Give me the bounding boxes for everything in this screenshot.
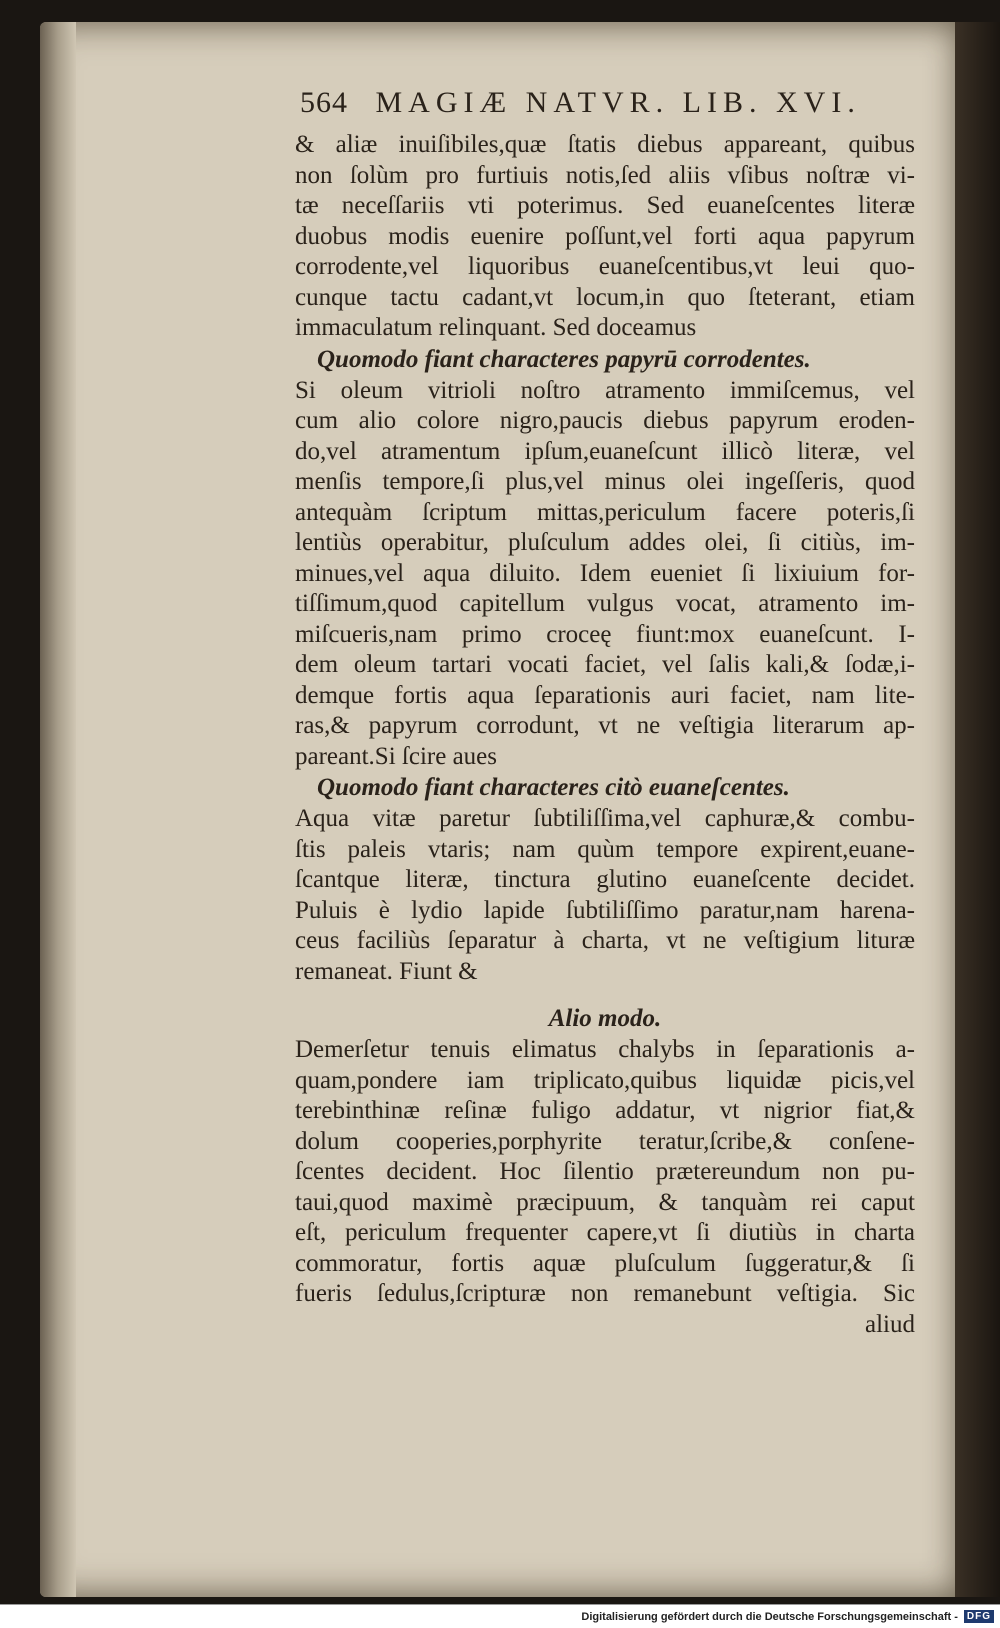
section-heading-1: Quomodo fiant characteres papyrū corrodentes. [317,345,811,373]
dfg-logo-icon: DFG [964,1610,994,1623]
text-line: fueris ſedulus,ſcripturæ non remanebunt veſtigia. Sic [295,1280,915,1307]
text-line: antequàm ſcriptum mittas,periculum facere poteris,ſi [295,498,915,526]
text-line: quam,pondere iam triplicato,quibus liquidæ picis,vel [295,1066,915,1094]
text-line: tiſſimum,quod capitellum vulgus vocat, atramento im- [295,590,915,617]
text-line: ras,& papyrum corrodunt, vt ne veſtigia literarum ap- [295,712,915,739]
text-line: tæ neceſſariis vti poterimus. Sed euaneſcentes literæ [295,192,915,219]
funding-credit: Digitalisierung gefördert durch die Deutsche Forschungsgemeinschaft - [581,1610,958,1623]
text-line: ſtis paleis vtaris; nam quùm tempore expirent,euane- [295,835,915,863]
text-line: & aliæ inuiſibiles,quæ ſtatis diebus appareant, quibus [295,131,915,158]
paragraph-2 [295,376,915,773]
catchword: aliud [865,1310,915,1338]
page-gutter [40,22,76,1597]
section-heading-3: Alio modo. [548,1005,662,1032]
text-line: do,vel atramentum ipſum,euaneſcunt illicò literæ, vel [295,437,915,465]
page-number: 564 [300,86,348,119]
text-line: minues,vel aqua diluito. Idem eueniet ſi lixiuium for- [295,559,915,587]
text-line: duobus modis euenire poſſunt,vel forti aqua papyrum [295,222,915,250]
text-line: dolum cooperies,porphyrite teratur,ſcribe,& conſene- [295,1127,915,1155]
text-line: dem oleum tartari vocati faciet, vel ſalis kali,& ſodæ,i- [295,651,915,678]
text-line: demque fortis aqua ſeparationis auri faciet, nam lite- [295,681,915,709]
text-line: Si oleum vitrioli noſtro atramento immiſcemus, vel [295,376,915,404]
page-edge [955,22,1000,1597]
text-line: non ſolùm pro furtiuis notis,ſed aliis vſibus noſtræ vi- [295,161,915,189]
text-line: ceus faciliùs ſeparatur à charta, vt ne veſtigium lituræ [295,927,915,954]
text-line: menſis tempore,ſi plus,vel minus olei ingeſſeris, quod [295,468,915,495]
text-line: commoratur, fortis aquæ pluſculum ſuggeratur,& ſi [295,1249,915,1277]
text-line: lentiùs operabitur, pluſculum addes olei, ſi citiùs, im- [295,529,915,556]
text-line: miſcueris,nam primo croceę fiunt:mox euaneſcunt. I- [295,620,915,648]
paragraph-1 [295,130,915,344]
running-title: MAGIÆ NATVR. LIB. XVI. [375,86,861,119]
paragraph-3 [295,804,915,987]
digitization-footer [0,1604,1000,1628]
text-line: Puluis è lydio lapide ſubtiliſſimo paratur,nam harena- [295,896,915,924]
text-line: taui,quod maximè præcipuum, & tanquàm rei caput [295,1188,915,1216]
text-line: corrodente,vel liquoribus euaneſcentibus,vt leui quo- [295,253,915,280]
section-heading-2: Quomodo fiant characteres citò euaneſcentes. [317,774,790,801]
text-line: ſcentes decident. Hoc ſilentio prætereundum non pu- [295,1158,915,1185]
text-line: immaculatum relinquant. Sed doceamus [295,314,697,341]
paragraph-4 [295,1035,915,1310]
text-line: cunque tactu cadant,vt locum,in quo ſteterant, etiam [295,283,915,311]
text-line: ſcantque literæ, tinctura glutino euaneſcente decidet. [295,866,915,893]
running-header [300,86,860,120]
text-line: cum alio colore nigro,paucis diebus papyrum eroden- [295,407,915,434]
page-body [295,130,915,1340]
text-line: terebinthinæ reſinæ fuligo addatur, vt nigrior fiat,& [295,1097,915,1124]
text-line: Aqua vitæ paretur ſubtiliſſima,vel caphuræ,& combu- [295,805,915,832]
text-line: eſt, periculum frequenter capere,vt ſi diutiùs in charta [295,1219,915,1246]
text-line: remaneat. Fiunt & [295,957,478,985]
text-line: pareant.Si ſcire aues [295,742,497,770]
text-line: Demerſetur tenuis elimatus chalybs in ſeparationis a- [295,1036,915,1063]
